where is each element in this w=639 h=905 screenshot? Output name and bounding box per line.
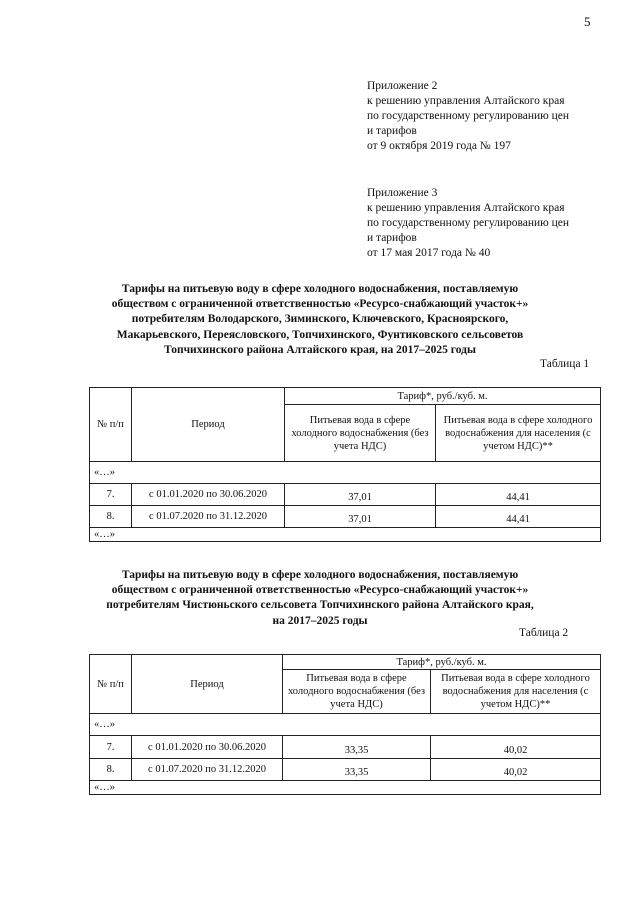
table-1-label: Таблица 1: [540, 358, 590, 370]
table-ellipsis-row: [90, 781, 601, 795]
table-2-heading: [60, 568, 580, 629]
header-col-with-vat: Питьевая вода в сфере холодного водоснабжения для населения (с учетом НДС)**: [436, 405, 601, 462]
table-row: [90, 484, 601, 506]
header-tariff: Тариф*, руб./куб. м.: [285, 388, 601, 405]
table-2-label: Таблица 2: [519, 627, 569, 639]
ellipsis-cell: «…»: [90, 781, 601, 795]
annex-2-date: от 9 октября 2019 года № 197: [367, 140, 511, 152]
row-with-vat: 44,41: [436, 484, 601, 506]
annex-3-line: к решению управления Алтайского края: [367, 202, 565, 214]
tariff-table-1: [89, 387, 601, 542]
heading-line: потребителям Володарского, Зиминского, Ключевского, Красноярского,: [131, 313, 509, 326]
heading-line: Макарьевского, Переясловского, Топчихинского, Фунтиковского сельсоветов: [116, 328, 524, 341]
annex-3-block: [367, 186, 617, 261]
table-1-heading: [60, 282, 580, 358]
header-col-with-vat: Питьевая вода в сфере холодного водоснабжения для населения (с учетом НДС)**: [431, 670, 601, 714]
row-period: с 01.07.2020 по 31.12.2020: [132, 506, 285, 528]
table-row: [90, 736, 601, 759]
header-num: № п/п: [90, 388, 132, 462]
row-num: 8.: [90, 506, 132, 528]
annex-2-block: [367, 79, 617, 154]
header-tariff: Тариф*, руб./куб. м.: [283, 655, 601, 670]
row-with-vat: 44,41: [436, 506, 601, 528]
page-number: 5: [584, 14, 591, 29]
annex-2-line: и тарифов: [367, 125, 417, 137]
row-no-vat: 33,35: [283, 736, 431, 759]
table-header-row: [90, 655, 601, 670]
heading-line: обществом с ограниченной ответственностью «Ресурсо-снабжающий участок+»: [111, 298, 529, 311]
row-period: с 01.01.2020 по 30.06.2020: [132, 484, 285, 506]
row-with-vat: 40,02: [431, 736, 601, 759]
heading-line: на 2017–2025 годы: [272, 614, 368, 627]
heading-line: Тарифы на питьевую воду в сфере холодного водоснабжения, поставляемую: [121, 569, 519, 581]
tariff-table-2: [89, 654, 601, 795]
table-row: [90, 759, 601, 781]
row-period: с 01.07.2020 по 31.12.2020: [132, 759, 283, 781]
row-num: 7.: [90, 484, 132, 506]
heading-line: Тарифы на питьевую воду в сфере холодного водоснабжения, поставляемую: [121, 283, 519, 295]
annex-2-line: к решению управления Алтайского края: [367, 95, 565, 107]
row-period: с 01.01.2020 по 30.06.2020: [132, 736, 283, 759]
heading-line: потребителям Чистюньского сельсовета Топчихинского района Алтайского края,: [106, 599, 534, 612]
row-no-vat: 37,01: [285, 506, 436, 528]
table-ellipsis-row: [90, 462, 601, 484]
annex-3-date: от 17 мая 2017 года № 40: [367, 247, 491, 259]
annex-2-line: по государственному регулированию цен: [367, 110, 570, 122]
annex-3-line: по государственному регулированию цен: [367, 217, 570, 229]
table-ellipsis-row: [90, 528, 601, 542]
heading-line: обществом с ограниченной ответственностью «Ресурсо-снабжающий участок+»: [111, 584, 529, 597]
annex-2-title: Приложение 2: [367, 80, 438, 92]
table-ellipsis-row: [90, 714, 601, 736]
row-with-vat: 40,02: [431, 759, 601, 781]
row-no-vat: 37,01: [285, 484, 436, 506]
row-num: 7.: [90, 736, 132, 759]
heading-line: Топчихинского района Алтайского края, на 2017–2025 годы: [164, 343, 476, 356]
header-period: Период: [132, 388, 285, 462]
header-col-no-vat: Питьевая вода в сфере холодного водоснабжения (без учета НДС): [285, 405, 436, 462]
table-header-row: [90, 388, 601, 405]
header-col-no-vat: Питьевая вода в сфере холодного водоснабжения (без учета НДС): [283, 670, 431, 714]
annex-3-line: и тарифов: [367, 232, 417, 244]
row-no-vat: 33,35: [283, 759, 431, 781]
header-period: Период: [132, 655, 283, 714]
annex-3-title: Приложение 3: [367, 187, 438, 199]
row-num: 8.: [90, 759, 132, 781]
header-num: № п/п: [90, 655, 132, 714]
table-row: [90, 506, 601, 528]
ellipsis-cell: «…»: [90, 714, 601, 736]
ellipsis-cell: «…»: [90, 528, 601, 542]
ellipsis-cell: «…»: [90, 462, 601, 484]
